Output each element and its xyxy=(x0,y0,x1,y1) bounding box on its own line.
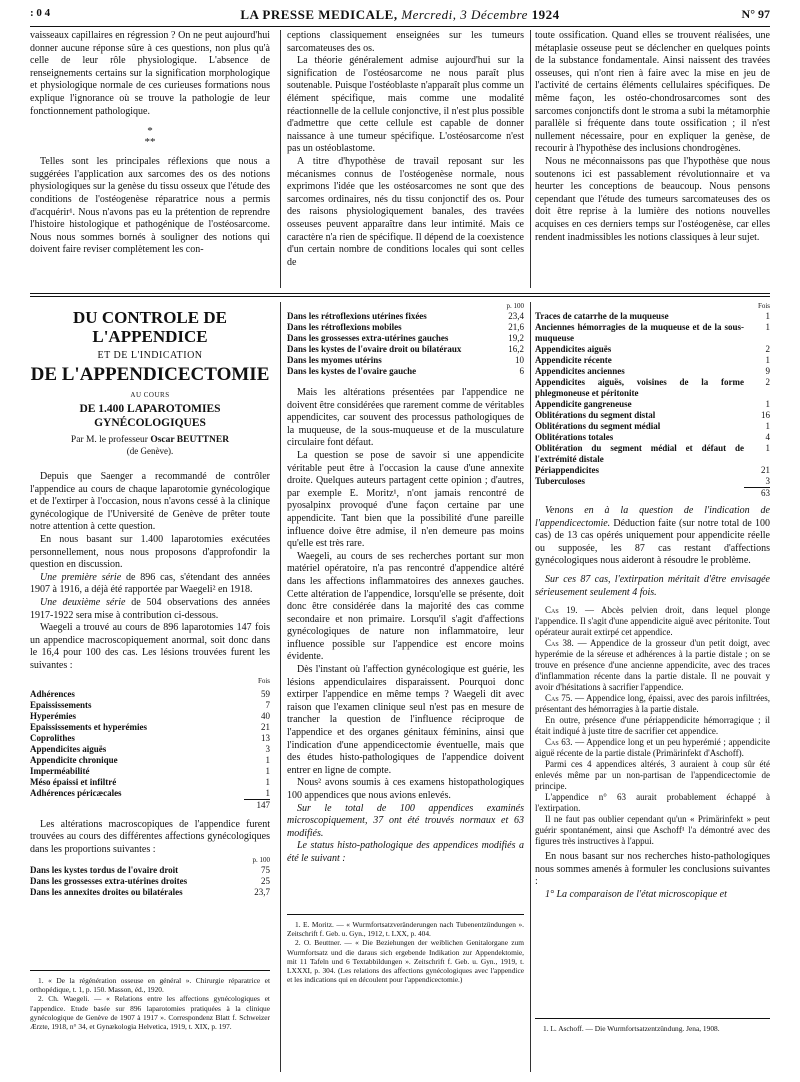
row-label: Dans les myomes utérins xyxy=(287,355,382,365)
row-label: Dans les kystes de l'ovaire droit ou bilatéraux xyxy=(287,344,462,354)
row-value: 4 xyxy=(765,432,770,442)
section-separator-stars: * ** xyxy=(144,125,156,149)
table-row xyxy=(535,377,770,399)
row-value: 19,2 xyxy=(508,333,524,343)
article-column-1 xyxy=(30,302,270,1072)
row-label: Appendicites aiguës xyxy=(30,743,107,754)
paragraph xyxy=(535,505,770,568)
lesions-total: 147 xyxy=(256,799,270,810)
row-value: 25 xyxy=(261,876,270,887)
case-text: Il ne faut pas oublier cependant qu'un « Primärinfekt » peut guérir spontanément, ainsi que Aschoff¹ l'a démontré avec des figures très instructives à l'appui. xyxy=(535,814,770,847)
table-row xyxy=(287,355,524,366)
row-label: Dans les rétroflexions utérines fixées xyxy=(287,311,427,321)
article-title-line: ET DE L'INDICATION xyxy=(97,350,203,361)
case-paragraph xyxy=(535,715,770,737)
article-column-3 xyxy=(535,302,770,1072)
paragraph xyxy=(30,572,270,597)
row-label: Oblitérations du segment distal xyxy=(535,410,656,420)
table-row xyxy=(535,366,770,377)
issue-number: N° 97 xyxy=(741,7,770,21)
row-value: 59 xyxy=(261,688,270,699)
row-label: Périappendicites xyxy=(535,465,599,475)
paragraph-text: de 504 observations des années 1917-1922 sera mise à contribution ci-dessous. xyxy=(30,596,270,621)
section-divider xyxy=(30,293,770,294)
paragraph: En nous basant sur nos recherches histo-pathologiques nous sommes amenés à formuler les conclusions suivantes : xyxy=(535,851,770,888)
case-text: — Appendice long et un peu hyperémié ; appendicite aiguë récente de la partie distale (Primärinfekt d'Aschoff). xyxy=(535,737,770,759)
case-id: Cas 75. xyxy=(545,693,573,704)
paragraph: Nous ne méconnaissons pas que l'hypothèse que nous soutenons ici est passablement révolutionnaire et va heurter les conceptions de beaucoup. Nous pensons cependant que l'étude des tumeurs sarcomateuses des os doit être reprise à la lumière des notions nouvelles acquises en ces derniers temps sur l'ostéogenèse, car elles rendent inadmissibles les notions classiques à leur sujet. xyxy=(535,155,770,243)
column-divider xyxy=(280,302,281,1072)
table-row xyxy=(535,443,770,465)
case-paragraph xyxy=(535,792,770,814)
case-text: — Appendice long, épaissi, avec des parois infiltrées, présentant des hémorragies à la partie distale. xyxy=(535,693,770,715)
table-row xyxy=(535,399,770,410)
row-label: Oblitérations totales xyxy=(535,432,614,442)
paragraph-text: Déduction faite (sur notre total de 100 cas) de 13 cas opérés uniquement pour appendicite réelle ou supposée, les 87 cas restant d'affections gynécologiques nous aideront à résoudre le problème. xyxy=(535,517,770,567)
row-label: Coprolithes xyxy=(30,732,75,743)
row-label: Appendicite récente xyxy=(535,355,612,365)
top-column-1 xyxy=(30,30,270,288)
article-title-line: AU COURS xyxy=(130,391,170,399)
row-value: 3 xyxy=(765,476,770,486)
case-paragraph xyxy=(535,814,770,847)
row-value: 75 xyxy=(261,865,270,876)
row-value: 10 xyxy=(515,355,524,365)
table-row xyxy=(30,766,270,777)
italic-phrase: Une deuxième série xyxy=(40,596,126,608)
journal-title: LA PRESSE MEDICALE, Mercredi, 3 Décembre 1924 xyxy=(240,7,560,22)
paragraph: Dès l'instant où l'affection gynécologique est guérie, les lésions appendiculaires disparaissent. Pourquoi donc extirper l'appendice en même temps ? Waegeli dit avec raison que l'examen clinique seul n'est pas en mesure de trancher la question de l'influence réciproque de l'appendice et des organes génitaux féminins, ainsi que l'indication d'une appendicectomie éventuelle, mais que des études histo-pathologiques de l'appendice doivent entrer en ligne de compte. xyxy=(287,664,524,776)
row-value: 3 xyxy=(265,743,270,754)
row-label: Oblitérations du segment médial xyxy=(535,421,661,431)
italic-phrase: Venons en à la question de l'indication de l'appendicectomie. xyxy=(535,505,770,529)
paragraph: vaisseaux capillaires en régression ? On ne peut aujourd'hui donner aucune réponse sûre à ces questions, non plus qu'à celle de leur rôle physiologique. L'absence de renseignements certains sur la signification morphologique et physiologique normale de ces curieuses formations nous explique l'ignorance où se trouve la pathologie de leur fonctionnement pathologique. xyxy=(30,30,270,117)
paragraph: Sur le total de 100 appendices examinés microscopiquement, 37 ont été trouvés normaux et 63 modifiés. xyxy=(287,802,524,839)
table-row xyxy=(287,311,524,322)
row-value: 23,4 xyxy=(508,311,524,321)
paragraph: Waegeli a trouvé au cours de 896 laparotomies 147 fois un appendice macroscopiquement anormal, soit donc dans le 16,4 pour 100 des cas. Les lésions trouvées furent les suivantes : xyxy=(30,622,270,671)
table-row xyxy=(535,322,770,344)
table-row xyxy=(30,788,270,799)
footnote: 1. E. Moritz. — « Wurmfortsatzveränderungen nach Tubenentzündungen ». Zeitschrift f. Geb. u. Gyn., 1912, t. LXX, p. 404. xyxy=(287,920,524,939)
case-paragraph xyxy=(535,759,770,792)
row-label: Epaississements xyxy=(30,699,92,710)
row-value: 23,7 xyxy=(254,887,270,898)
row-label: Epaississements et hyperémies xyxy=(30,721,147,732)
row-value: 9 xyxy=(765,366,770,376)
row-label: Dans les rétroflexions mobiles xyxy=(287,322,402,332)
paragraph-text: de 896 cas, s'étendant des années 1907 à 1916, a déjà été rapportée par Waegeli² en 1918. xyxy=(30,571,270,596)
row-label: Adhérences xyxy=(30,688,75,699)
row-label: Appendicites aiguës xyxy=(535,344,612,354)
row-value: 1 xyxy=(765,322,770,332)
footnotes xyxy=(30,976,270,1031)
column-divider xyxy=(530,30,531,288)
table-row xyxy=(287,322,524,333)
case-paragraph xyxy=(535,693,770,715)
table-row xyxy=(30,876,270,887)
paragraph: Le status histo-pathologique des appendices modifiés a été le suivant : xyxy=(287,840,524,864)
row-value: 1 xyxy=(765,421,770,431)
row-value: 16 xyxy=(761,410,770,420)
case-text: L'appendice n° 63 aurait probablement échappé à l'extirpation. xyxy=(535,792,770,814)
author-location: (de Genève). xyxy=(126,446,174,456)
row-label: Dans les grossesses extra-utérines gauches xyxy=(287,333,449,343)
footnote: 1. « De la régénération osseuse en général ». Chirurgie réparatrice et orthopédique, t. 1, p. 150. Masson, éd., 1920. xyxy=(30,976,270,995)
case-text: — Abcès pelvien droit, dans lequel plonge l'appendice. Il s'agit d'une appendicite aiguë avec péritonite. Tout opérateur aurait extirpé cet appendice. xyxy=(535,605,770,638)
row-label: Appendicites anciennes xyxy=(535,366,625,376)
footnotes-col3 xyxy=(535,1018,770,1033)
case-paragraph xyxy=(535,638,770,693)
top-column-3 xyxy=(535,30,770,288)
row-label: Dans les grossesses extra-utérines droites xyxy=(30,876,188,887)
row-label: Imperméabilité xyxy=(30,765,90,776)
lesions-table xyxy=(30,689,270,799)
paragraph: Depuis que Saenger a recommandé de contrôler l'appendice au cours de chaque laparotomie gynécologique et de l'extirper à l'occasion, nous n'avons cessé à la clinique gynécologique de l'Université de Genève de prêter toute notre attention à cette question. xyxy=(30,471,270,533)
row-label: Traces de catarrhe de la muqueuse xyxy=(535,311,669,321)
table-row xyxy=(535,355,770,366)
case-paragraph xyxy=(535,737,770,759)
paragraph: La théorie généralement admise aujourd'hui sur la signification de l'ostéosarcome ne nous paraît plus soutenable. Puisque l'ostéoblaste n'apparaît plus comme un élément spécifique, mais comme une modalité réactionnelle de la cellule conjonctive, il n'est plus possible d'admettre que cette cellule est capable de donner naissance à une tumeur spécifique. L'ostéosarcome n'est pas un ostéoblastome. xyxy=(287,55,524,155)
table-row xyxy=(287,344,524,355)
table-row xyxy=(535,311,770,322)
row-label: Anciennes hémorragies de la muqueuse et de la sous-muqueuse xyxy=(535,322,744,343)
histo-table xyxy=(535,311,770,487)
table-row xyxy=(30,722,270,733)
footnote-rule xyxy=(535,1018,770,1019)
footnote: 1. L. Aschoff. — Die Wurmfortsatzentzündung. Jena, 1908. xyxy=(543,1024,720,1033)
table-row xyxy=(30,733,270,744)
column-divider xyxy=(530,302,531,1072)
row-value: 1 xyxy=(765,311,770,321)
section-divider xyxy=(30,296,770,297)
case-text: En outre, présence d'une périappendicite hémorragique ; il était indiqué à juste titre de sacrifier cet appendice. xyxy=(535,715,770,737)
paragraph: Nous² avons soumis à ces examens histopathologiques 100 appendices que nous avions enlevés. xyxy=(287,777,524,801)
paragraph xyxy=(30,597,270,622)
paragraph xyxy=(535,889,770,902)
row-label: Dans les annexites droites ou bilatérales xyxy=(30,887,183,898)
table-row xyxy=(30,887,270,898)
table-row xyxy=(535,476,770,487)
case-text: Parmi ces 4 appendices altérés, 3 auraient à coup sûr été enlevés même par un non-partisan de l'appendicectomie de principe. xyxy=(535,759,770,792)
paragraph: Les altérations macroscopiques de l'appendice furent trouvées au cours des différentes affections gynécologiques dans les proportions suivantes : xyxy=(30,818,270,855)
table-row xyxy=(287,366,524,377)
table-row xyxy=(287,333,524,344)
table-row xyxy=(30,777,270,788)
row-value: 21 xyxy=(761,465,770,475)
italic-phrase: Une première série xyxy=(40,571,122,583)
case-id: Cas 19. xyxy=(545,605,578,616)
row-value: 1 xyxy=(765,355,770,365)
case-text: — Appendice de la grosseur d'un petit doigt, avec hyperémie de la séreuse et adhérences à la partie distale ; on se trouve en présence d'une ancienne appendicite, avec des traces d'inflammation récente dans la partie distale. Il ne pouvait y avoir d'hésitations à sacrifier l'appendice. xyxy=(535,638,770,693)
row-label: Oblitération du segment médial et défaut de l'extrémité distale xyxy=(535,443,744,464)
table-row xyxy=(535,344,770,355)
footnotes-col1 xyxy=(30,970,270,1031)
row-value: 2 xyxy=(765,377,770,387)
column-label: p. 100 xyxy=(252,856,270,865)
row-label: Méso épaissi et infiltré xyxy=(30,776,117,787)
page-number: : 0 4 xyxy=(30,7,51,19)
row-value: 1 xyxy=(265,776,270,787)
row-value: 2 xyxy=(765,344,770,354)
paragraph: Waegeli, au cours de ses recherches portant sur mon matériel opératoire, n'a pas rencontré d'appendice altéré dans les affections inflammatoires des annexes gauches. Cette altération de l'appendice, lorsqu'elle se présente, doit donc être considérée dans la majorité des cas comme secondaire et non primaire. Lorsqu'il s'agit d'affections gynécologiques de nature non inflammatoire, leur influence possible sur l'appendice est encore moins évidente. xyxy=(287,550,524,663)
paragraph: toute ossification. Quand elles se trouvent réalisées, une métaplasie osseuse peut se déclencher en quelques points de la substance fondamentale. Ainsi naissent des travées osseuses, qui n'ont rien à faire avec la mise en jeu de l'activité de certains éléments cellulaires spécifiques. De même façon, les ostéo-chondrosarcomes sont des sarcomes conjonctifs dont le stroma a subi la métamorphie parallèle si fréquente dans toute ossification ; il n'est nullement nécessaire, pour en expliquer la genèse, de recourir à l'hypothèse des inclusions chondrogènes. xyxy=(535,30,770,155)
row-value: 40 xyxy=(261,710,270,721)
author-name: Oscar BEUTTNER xyxy=(150,435,230,445)
page-header xyxy=(30,4,770,27)
row-value: 21,6 xyxy=(508,322,524,332)
table-row xyxy=(30,711,270,722)
paragraph: ceptions classiquement enseignées sur les tumeurs sarcomateuses des os. xyxy=(287,30,524,54)
article-subtitle: DE 1.400 LAPAROTOMIES GYNÉCOLOGIQUES xyxy=(79,403,221,429)
table-row xyxy=(30,744,270,755)
case-paragraph xyxy=(535,605,770,638)
row-label: Appendicite gangreneuse xyxy=(535,399,632,409)
cases-list xyxy=(535,605,770,847)
table-row xyxy=(30,865,270,876)
journal-name: LA PRESSE MEDICALE xyxy=(240,7,394,22)
author-line xyxy=(30,434,270,446)
article-column-2 xyxy=(287,302,524,1072)
proportions-table-1 xyxy=(30,865,270,898)
case-id: Cas 63. xyxy=(545,737,573,748)
row-label: Adhérences péricæcales xyxy=(30,787,122,798)
footnotes xyxy=(287,920,524,984)
table-row xyxy=(535,432,770,443)
top-column-2 xyxy=(287,30,524,288)
row-value: 6 xyxy=(519,366,524,376)
footnotes xyxy=(535,1024,770,1033)
row-value: 1 xyxy=(265,787,270,798)
footnote-rule xyxy=(287,914,524,915)
row-value: 13 xyxy=(261,732,270,743)
paragraph: A titre d'hypothèse de travail reposant sur les mécanismes connus de l'ostéogenèse normale, nous exprimons l'idée que les ostéosarcomes ne sont que des sarcomes ordinaires, nés du tissu conjonctif des os. Pour des raisons physiologiquement banales, des travées osseuses peuvent apparaître dans leur intimité. Mais ce caractère n'a rien de spécifique. Il dépend de la coexistence d'un certain nombre de conditions locales qui sont celles de xyxy=(287,155,524,268)
row-label: Hyperémies xyxy=(30,710,76,721)
issue-year: 1924 xyxy=(531,7,560,22)
row-label: Dans les kystes de l'ovaire gauche xyxy=(287,366,417,376)
row-label: Dans les kystes tordus de l'ovaire droit xyxy=(30,865,179,876)
case-id: Cas 38. xyxy=(545,638,574,649)
row-label: Appendicite chronique xyxy=(30,754,118,765)
row-value: 1 xyxy=(765,399,770,409)
table-row xyxy=(535,410,770,421)
row-value: 16,2 xyxy=(508,344,524,354)
row-value: 1 xyxy=(265,754,270,765)
footnote-rule xyxy=(30,970,270,971)
histo-total: 63 xyxy=(761,488,770,498)
row-value: 21 xyxy=(261,721,270,732)
proportions-table-2 xyxy=(287,311,524,377)
table-row xyxy=(30,689,270,700)
paragraph: En nous basant sur 1.400 laparotomies exécutées personnellement, nous nous proposons d'approfondir la question en discussion. xyxy=(30,533,270,571)
paragraph: Mais les altérations présentées par l'appendice ne doivent être considérées que rarement comme de véritables appendicites, car souvent des processus pathologiques de la muqueuse, de la sous-muqueuse et de la musculature circulaire font défaut. xyxy=(287,387,524,449)
article-title-main: DE L'APPENDICECTOMIE xyxy=(30,364,270,385)
italic-phrase: 1° La comparaison de l'état microscopique et xyxy=(545,888,727,900)
footnote: 2. O. Beuttner. — « Die Beziehungen der weiblichen Genitalorgane zum Wurmfortsatz und die daraus sich ergebende Indikation zur Appendektomie, mit 11 Tafeln und 6 Textabbildungen ». Zeitschrift f. Geb. u. Gyn., 1919, t. LXXXI, p. 304. (Les relations des affections gynécologiques avec l'appendice et les indications qui en découlent pour l'appendicectomie.) xyxy=(287,938,524,985)
row-label: Appendicites aiguës, voisines de la forme phlegmoneuse et péritonite xyxy=(535,377,744,398)
paragraph: Sur ces 87 cas, l'extirpation méritait d'être envisagée sérieusement seulement 4 fois. xyxy=(535,573,770,598)
footnotes-col2 xyxy=(287,914,524,984)
column-divider xyxy=(280,30,281,288)
footnote: 2. Ch. Waegeli. — « Relations entre les affections gynécologiques et l'appendice. Etude basée sur 896 laparotomies pratiquées à la clinique gynécologique de Genève de 1907 à 1917 ». Correspondenz Blatt f. Schweizer Ærzte, 1918, n° 34, et Gynækologia Helvetica, 1919, t. XIX, p. 197. xyxy=(30,994,270,1032)
column-label: Fois xyxy=(257,676,270,685)
issue-date: Mercredi, 3 Décembre xyxy=(401,7,528,22)
author-prefix: Par M. le professeur xyxy=(70,435,148,445)
column-label: Fois xyxy=(757,302,770,310)
row-label: Tuberculoses xyxy=(535,476,586,486)
row-value: 1 xyxy=(265,765,270,776)
column-label: p. 100 xyxy=(506,302,524,310)
table-row xyxy=(535,465,770,476)
table-row xyxy=(30,755,270,766)
row-value: 7 xyxy=(265,699,270,710)
paragraph: Telles sont les principales réflexions que nous a suggérées l'application aux sarcomes des os des notions physiologiques sur la genèse du tissu osseux que l'étude des conditions de l'ostéogenèse réparatrice nous a permis d'acquérir¹. Nous n'avons pas eu la prétention de reprendre l'histoire histologique et pathogénique de l'ostéosarcome. Nous nous sommes bornés à souligner des notions qui doivent faire reviser complètement les con- xyxy=(30,156,270,256)
row-value: 1 xyxy=(765,443,770,453)
article-title: DU CONTROLE DE L'APPENDICE xyxy=(73,308,227,346)
table-row xyxy=(535,421,770,432)
table-row xyxy=(30,700,270,711)
paragraph: La question se pose de savoir si une appendicite véritable peut être à l'occasion la cause d'une annexite droite. Quelques auteurs partagent cette opinion ; d'autres, par exemple E. Moritz¹, n'ont jamais rencontré de pyosalpinx provoqué d'une façon certaine par une appendicite. Tant bien que la possibilité d'une pareille influence doive être admise, il n'en demeure pas moins qu'elle est très rare. xyxy=(287,449,524,550)
